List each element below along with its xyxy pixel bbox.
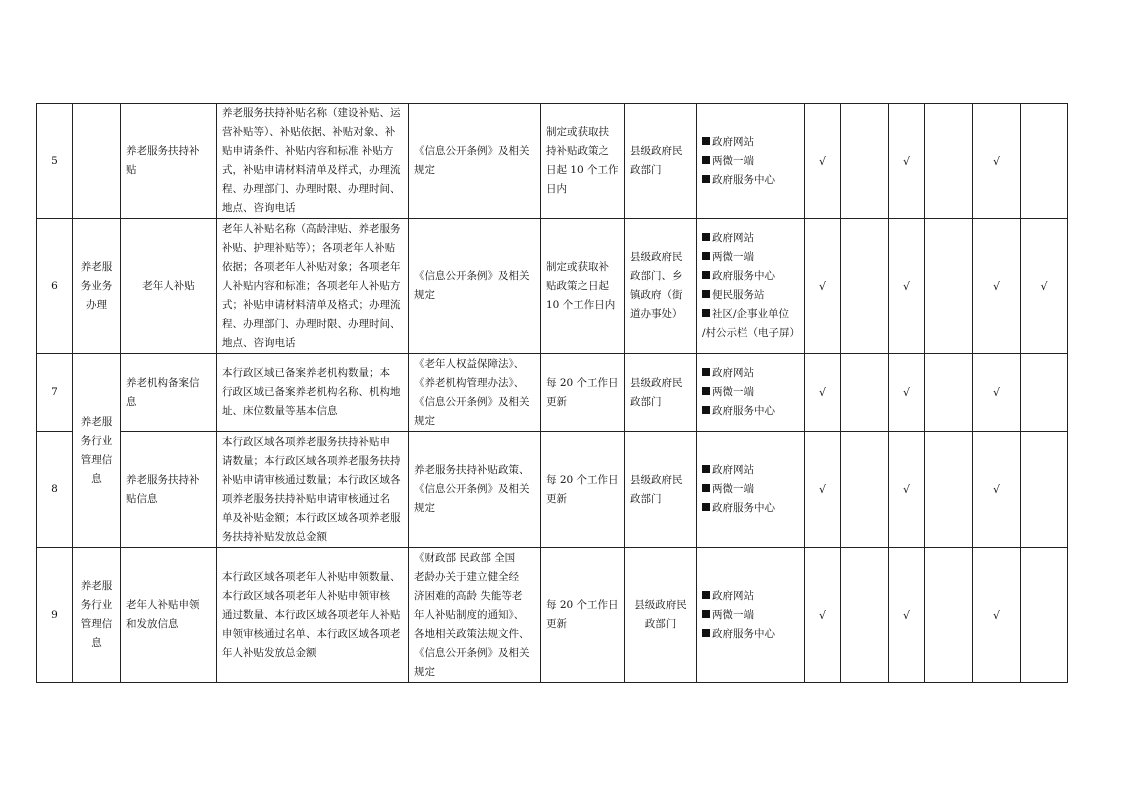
channel-cell <box>697 219 805 354</box>
check-cell: √ <box>889 354 925 432</box>
time-cell: 制定或获取扶 持补贴政策之 日起 10 个工作 日内 <box>541 104 625 219</box>
check-cell: √ <box>805 548 841 683</box>
check-cell: √ <box>1021 219 1068 354</box>
square-bullet-icon <box>702 406 710 414</box>
table-row <box>37 432 1068 548</box>
basis-cell: 《老年人权益保障法》、 《养老机构管理办法》、 《信息公开条例》及相关 规定 <box>409 354 541 432</box>
check-cell <box>925 432 973 548</box>
check-cell: √ <box>889 219 925 354</box>
check-cell: √ <box>973 432 1021 548</box>
check-cell <box>1021 432 1068 548</box>
check-cell <box>841 354 889 432</box>
category-cell: 养老服 务行业 管理信 息 <box>73 548 121 683</box>
category-cell: 养老服 务行业 管理信 息 <box>73 354 121 548</box>
check-cell: √ <box>973 354 1021 432</box>
subject-cell: 县级政府民 政部门 <box>625 104 697 219</box>
item-cell: 老年人补贴申领 和发放信息 <box>121 548 217 683</box>
check-cell: √ <box>973 104 1021 219</box>
content-cell: 本行政区域各项养老服务扶持补贴申 请数量；本行政区域各项养老服务扶持 补贴申请审核通过数量；本行政区域各 项养老服务扶持补贴申请审核通过名 单及补贴金额；本行政区域各项养老服 务扶持补贴发放总金额 <box>217 432 409 548</box>
content-cell: 本行政区域已备案养老机构数量；本 行政区域已备案养老机构名称、机构地 址、床位数量等基本信息 <box>217 354 409 432</box>
row-number: 5 <box>37 104 73 219</box>
square-bullet-icon <box>702 368 710 376</box>
row-number: 9 <box>37 548 73 683</box>
item-cell: 养老服务扶持补 贴信息 <box>121 432 217 548</box>
channel-cell <box>697 432 805 548</box>
subject-cell: 县级政府民 政部门、乡 镇政府（街 道办事处） <box>625 219 697 354</box>
channel-cell <box>697 354 805 432</box>
content-cell: 养老服务扶持补贴名称（建设补贴、运 营补贴等）、补贴依据、补贴对象、补 贴申请条件、补贴内容和标准 补贴方 式，补贴申请材料清单及样式，办理流 程、办理部门、办理时限、办理时间、 地点、咨询电话 <box>217 104 409 219</box>
check-cell: √ <box>889 432 925 548</box>
square-bullet-icon <box>702 591 710 599</box>
square-bullet-icon <box>702 503 710 511</box>
item-cell: 养老机构备案信 息 <box>121 354 217 432</box>
check-cell <box>841 432 889 548</box>
channel-cell <box>697 548 805 683</box>
channel-item: /村公示栏（电子屏） <box>702 327 801 339</box>
channel-item: 两微一端 <box>702 606 799 625</box>
category-cell <box>73 104 121 219</box>
row-number: 7 <box>37 354 73 432</box>
basis-cell: 养老服务扶持补贴政策、 《信息公开条例》及相关 规定 <box>409 432 541 548</box>
check-cell <box>1021 548 1068 683</box>
square-bullet-icon <box>702 610 710 618</box>
square-bullet-icon <box>702 387 710 395</box>
channel-item: 政府服务中心 <box>702 402 799 421</box>
square-bullet-icon <box>702 137 710 145</box>
channel-item: 政府网站 <box>702 229 799 248</box>
subject-cell: 县级政府民 政部门 <box>625 548 697 683</box>
content-cell: 本行政区域各项老年人补贴申领数量、 本行政区域各项老年人补贴申领审核 通过数量、本行政区域各项老年人补贴 申领审核通过名单、本行政区域各项老 年人补贴发放总金额 <box>217 548 409 683</box>
check-cell <box>841 219 889 354</box>
square-bullet-icon <box>702 465 710 473</box>
channel-item: 政府网站 <box>702 364 799 383</box>
table-row <box>37 104 1068 219</box>
row-number: 6 <box>37 219 73 354</box>
time-cell: 制定或获取补 贴政策之日起 10 个工作日内 <box>541 219 625 354</box>
channel-item: 政府网站 <box>702 133 799 152</box>
channel-item: 两微一端 <box>702 248 799 267</box>
check-cell <box>925 354 973 432</box>
square-bullet-icon <box>702 484 710 492</box>
check-cell <box>925 548 973 683</box>
channel-cell <box>697 104 805 219</box>
channel-item: 政府服务中心 <box>702 499 799 518</box>
table-row <box>37 548 1068 683</box>
channel-item: 政府服务中心 <box>702 267 799 286</box>
check-cell: √ <box>973 219 1021 354</box>
check-cell: √ <box>973 548 1021 683</box>
basis-cell: 《财政部 民政部 全国 老龄办关于建立健全经 济困难的高龄 失能等老 年人补贴制度的通知》、 各地相关政策法规文件、 《信息公开条例》及相关 规定 <box>409 548 541 683</box>
check-cell <box>1021 104 1068 219</box>
table-row <box>37 354 1068 432</box>
check-cell <box>925 104 973 219</box>
subject-cell: 县级政府民 政部门 <box>625 354 697 432</box>
channel-item: 两微一端 <box>702 480 799 499</box>
square-bullet-icon <box>702 290 710 298</box>
square-bullet-icon <box>702 252 710 260</box>
time-cell: 每 20 个工作日 更新 <box>541 432 625 548</box>
table-row <box>37 219 1068 354</box>
item-cell: 养老服务扶持补 贴 <box>121 104 217 219</box>
check-cell: √ <box>805 219 841 354</box>
check-cell <box>841 548 889 683</box>
channel-item: 政府网站 <box>702 587 799 606</box>
square-bullet-icon <box>702 175 710 183</box>
square-bullet-icon <box>702 271 710 279</box>
disclosure-table <box>36 103 1068 683</box>
time-cell: 每 20 个工作日 更新 <box>541 354 625 432</box>
channel-item: 两微一端 <box>702 383 799 402</box>
channel-item: 便民服务站 <box>702 286 799 305</box>
category-cell: 养老服 务业务 办理 <box>73 219 121 354</box>
check-cell: √ <box>889 548 925 683</box>
basis-cell: 《信息公开条例》及相关 规定 <box>409 104 541 219</box>
square-bullet-icon <box>702 233 710 241</box>
item-cell: 老年人补贴 <box>121 219 217 354</box>
channel-item: 社区/企事业单位 <box>702 305 799 324</box>
basis-cell: 《信息公开条例》及相关 规定 <box>409 219 541 354</box>
check-cell <box>1021 354 1068 432</box>
subject-cell: 县级政府民 政部门 <box>625 432 697 548</box>
channel-item: 政府服务中心 <box>702 625 799 644</box>
channel-item: 政府服务中心 <box>702 171 799 190</box>
square-bullet-icon <box>702 629 710 637</box>
square-bullet-icon <box>702 309 710 317</box>
check-cell: √ <box>805 432 841 548</box>
check-cell: √ <box>805 354 841 432</box>
check-cell <box>841 104 889 219</box>
square-bullet-icon <box>702 156 710 164</box>
content-cell: 老年人补贴名称（高龄津贴、养老服务 补贴、护理补贴等）；各项老年人补贴 依据；各项老年人补贴对象；各项老年 人补贴内容和标准；各项老年人补贴方 式；补贴申请材料清单及格式；办理流 程、办理部门、办理时限、办理时间、 地点、咨询电话 <box>217 219 409 354</box>
check-cell: √ <box>889 104 925 219</box>
check-cell <box>925 219 973 354</box>
channel-item: 两微一端 <box>702 152 799 171</box>
row-number: 8 <box>37 432 73 548</box>
time-cell: 每 20 个工作日 更新 <box>541 548 625 683</box>
channel-item: 政府网站 <box>702 461 799 480</box>
check-cell: √ <box>805 104 841 219</box>
